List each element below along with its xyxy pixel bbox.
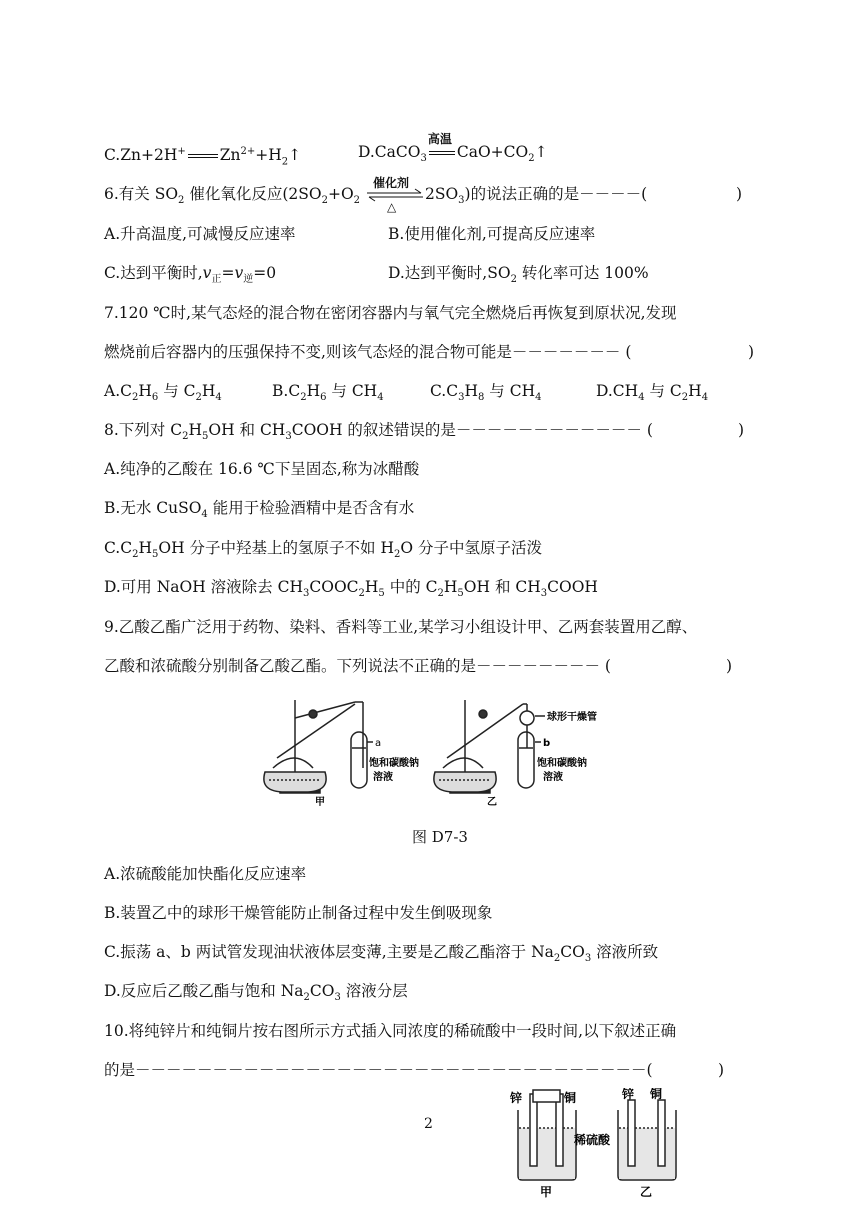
fig-label-solution-1: 溶液 xyxy=(373,772,393,783)
equals-arrow xyxy=(186,146,220,166)
fig-jia-label: 甲 xyxy=(540,1185,553,1199)
page-number: 2 xyxy=(424,1116,433,1132)
q6-option-b: B.使用催化剂,可提高反应速率 xyxy=(388,225,596,243)
high-temp-equals: 高温 xyxy=(427,143,457,163)
q6-stem: 6.有关 $SO_2$ 催化氧化反应($2SO_2+O_2$ 催化剂 △ $2SO_3$)的说法正确的是－－－－( xyxy=(104,176,648,214)
q5-option-d: D.CaCO$_3$ 高温 $CaO+CO_2↑$ xyxy=(358,132,548,165)
q6-option-a: A.升高温度,可减慢反应速率 xyxy=(104,225,296,243)
q10-line-1: 10.将纯锌片和纯铜片按右图所示方式插入同浓度的稀硫酸中一段时间,以下叙述正确 xyxy=(104,1022,677,1040)
q6-paren-close: ) xyxy=(736,185,743,203)
q8-option-b: B.无水 CuSO$_4$ 能用于检验酒精中是否含有水 xyxy=(104,499,415,521)
q9-paren-close: ) xyxy=(726,657,733,675)
q9-option-a: A.浓硫酸能加快酯化反应速率 xyxy=(104,865,307,883)
q7-option-a: $A.C_2H_6$ 与 $C_2H_4$ xyxy=(104,382,222,404)
fig-copper-label-1: 铜 xyxy=(564,1091,577,1105)
fig-yi-label: 乙 xyxy=(640,1185,653,1199)
fig-copper-label-2: 铜 xyxy=(650,1088,663,1101)
fig-label-dryer: 球形干燥管 xyxy=(547,712,597,723)
q7-line-2: 燃烧前后容器内的压强保持不变,则该气态烃的混合物可能是－－－－－－－ ( xyxy=(104,343,632,361)
q8-option-c: $C.C_2H_5OH$ 分子中羟基上的氢原子不如 $H_2O$ 分子中氢原子活泼 xyxy=(104,539,542,561)
figure-caption: 图 D7-3 xyxy=(412,828,468,846)
q9-line-1: 9.乙酸乙酯广泛用于药物、染料、香料等工业,某学习小组设计甲、乙两套装置用乙醇、 xyxy=(104,618,698,636)
q9-option-c: C.振荡 a、b 两试管发现油状液体层变薄,主要是乙酸乙酯溶于 $Na_2CO_3$ 溶液所致 xyxy=(104,943,659,965)
fig-label-yi: 乙 xyxy=(487,797,497,808)
ester-apparatus-figure xyxy=(255,688,615,808)
q6-option-c: C.达到平衡时$,v_正=v_逆=0$ xyxy=(104,264,277,286)
q7-option-b: $B.C_2H_6$ 与 $CH_4$ xyxy=(272,382,384,404)
fig-label-solution-2: 溶液 xyxy=(543,772,563,783)
q9-option-b: B.装置乙中的球形干燥管能防止制备过程中发生倒吸现象 xyxy=(104,904,493,922)
q8-option-a: A.纯净的乙酸在 16.6 ℃下呈固态,称为冰醋酸 xyxy=(104,460,420,478)
q8-paren-close: ) xyxy=(738,421,745,439)
q7-option-d: $D.CH_4$ 与 $C_2H_4$ xyxy=(596,382,709,404)
fig-label-b: b xyxy=(543,738,551,749)
fig-label-a: a xyxy=(375,738,382,749)
fig-label-jia: 甲 xyxy=(315,797,325,808)
q5-option-c: C.Zn+2H+ $Zn^{2+}+H_2↑$ xyxy=(104,146,302,168)
q8-option-d: D.可用 NaOH 溶液除去 $CH_3COOC_2H_5$ 中的 $C_2H_5OH$ 和 $CH_3COOH$ xyxy=(104,578,598,600)
fig-acid-label: 稀硫酸 xyxy=(574,1133,611,1147)
q7-option-c: $C.C_3H_8$ 与 $CH_4$ xyxy=(430,382,542,404)
q10-paren-close: ) xyxy=(718,1061,725,1079)
q6-option-d: D.达到平衡时$,SO_2$ 转化率可达 100% xyxy=(388,264,649,286)
q10-line-2: 的是－－－－－－－－－－－－－－－－－－－－－－－－－－－－－－－－－( xyxy=(104,1061,653,1079)
fig-zinc-label-2: 锌 xyxy=(622,1088,635,1101)
fig-zinc-label-1: 锌 xyxy=(510,1091,523,1105)
fig-label-saturated-1: 饱和碳酸钠 xyxy=(369,758,419,769)
q7-paren-close: ) xyxy=(748,343,755,361)
reversible-arrow: 催化剂 △ xyxy=(365,185,425,205)
fig-label-saturated-2: 饱和碳酸钠 xyxy=(537,758,587,769)
q8-stem: 8.下列对 $C_2H_5OH$ 和 $CH_3COOH$ 的叙述错误的是－－－－－－－－－－－－ ( xyxy=(104,421,653,443)
q9-line-2: 乙酸和浓硫酸分别制备乙酸乙酯。下列说法不正确的是－－－－－－－－ ( xyxy=(104,657,611,675)
q9-option-d: D.反应后乙酸乙酯与饱和 $Na_2CO_3$ 溶液分层 xyxy=(104,982,408,1004)
q7-line-1: 7.120 ℃时,某气态烃的混合物在密闭容器内与氧气完全燃烧后再恢复到原状况,发现 xyxy=(104,304,677,322)
zinc-copper-beaker-figure xyxy=(500,1088,700,1200)
